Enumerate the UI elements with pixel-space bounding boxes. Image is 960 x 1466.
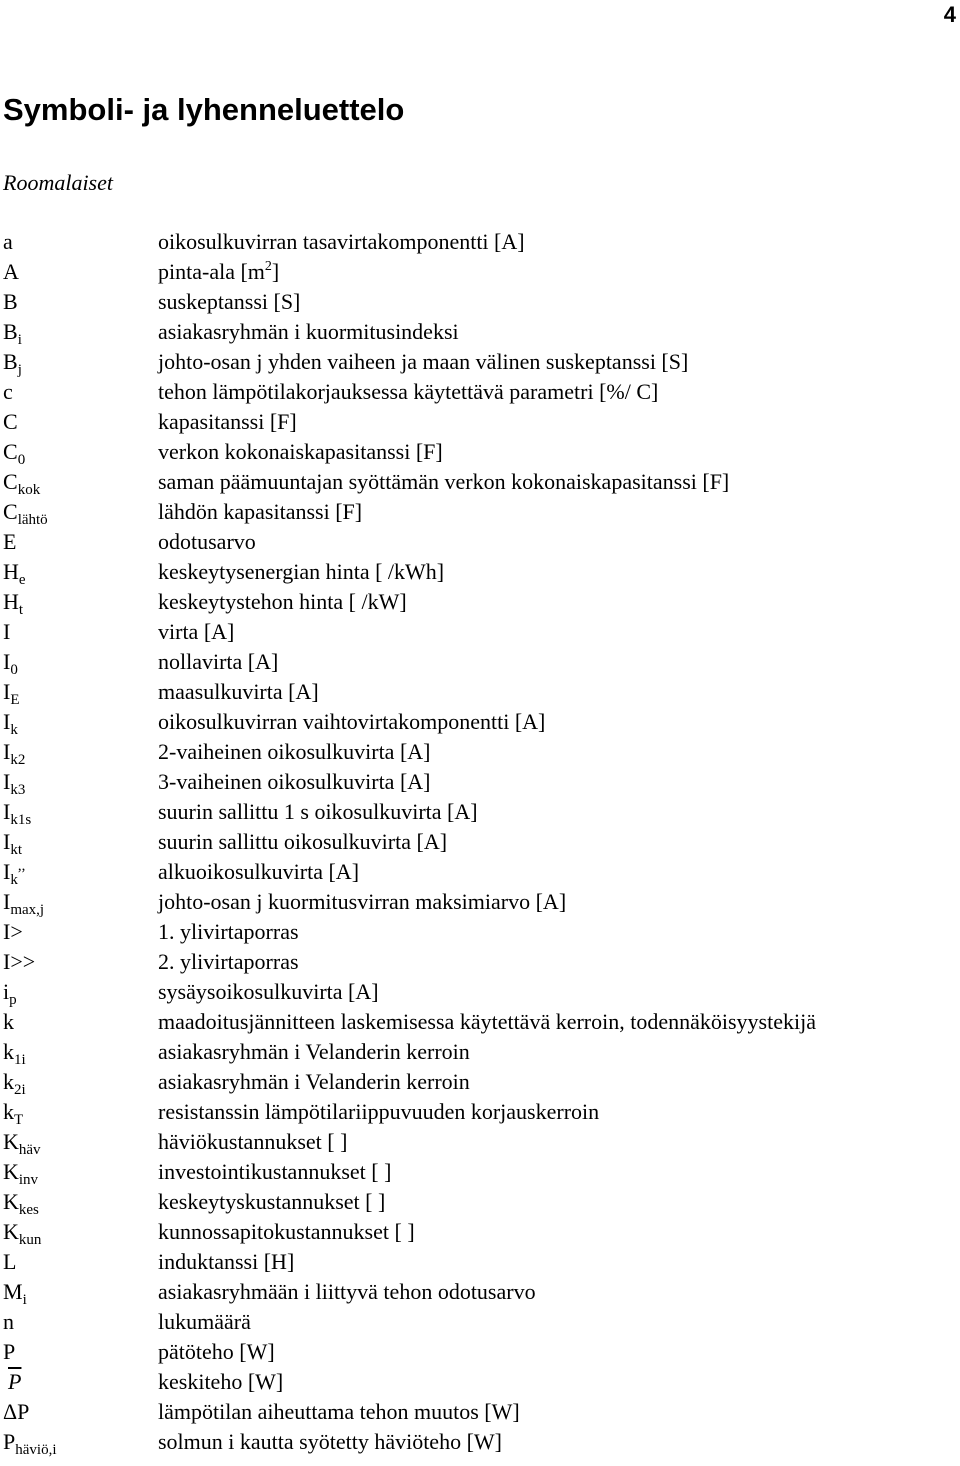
symbol-base: I>	[3, 919, 23, 944]
symbol	[3, 319, 22, 348]
symbol	[3, 1099, 24, 1128]
symbol-subscript: lähtö	[17, 512, 48, 528]
description-text: 1. ylivirtaporras	[158, 919, 299, 944]
description-text: lämpötilan aiheuttama tehon muutos [W]	[158, 1399, 520, 1424]
symbol	[3, 439, 26, 468]
symbol	[3, 1309, 14, 1335]
description-text: investointikustannukset [ ]	[158, 1159, 392, 1184]
symbol	[8, 1369, 21, 1395]
symbol-entry	[0, 1397, 960, 1427]
symbol-description	[158, 1009, 816, 1035]
symbol	[3, 619, 10, 645]
symbol-subscript: i	[17, 332, 22, 348]
symbol-entry	[0, 1277, 960, 1307]
symbol	[3, 1219, 42, 1248]
symbol-description	[158, 319, 459, 345]
symbol	[3, 858, 26, 888]
symbol-subscript: kt	[10, 842, 22, 858]
symbol-entry	[0, 767, 960, 797]
symbol-entry	[0, 797, 960, 827]
symbol-subscript: k	[10, 872, 18, 888]
symbol-entry	[0, 1187, 960, 1217]
symbol-base: C	[3, 409, 18, 434]
description-text: asiakasryhmän i Velanderin kerroin	[158, 1069, 470, 1094]
symbol-base: I	[3, 619, 11, 644]
symbol-description	[158, 1339, 275, 1365]
symbol-base: I	[3, 739, 11, 764]
symbol-entry	[0, 527, 960, 557]
symbol-base: L	[3, 1249, 17, 1274]
description-text: lähdön kapasitanssi [F]	[158, 499, 363, 524]
symbol-description	[158, 1279, 536, 1305]
symbol	[3, 1069, 26, 1098]
symbol-base: E	[3, 529, 17, 554]
symbol-description	[158, 1069, 470, 1095]
symbol	[3, 739, 26, 768]
description-text: keskiteho [W]	[158, 1369, 284, 1394]
description-text-end: ]	[271, 259, 280, 284]
description-text: oikosulkuvirran vaihtovirtakomponentti [A]	[158, 709, 546, 734]
symbol-description	[158, 859, 359, 885]
symbol-base: H	[3, 589, 19, 614]
description-text: solmun i kautta syötetty häviöteho [W]	[158, 1429, 502, 1454]
symbol	[3, 499, 48, 528]
symbol-description	[158, 1429, 502, 1455]
description-text: alkuoikosulkuvirta [A]	[158, 859, 360, 884]
description-text: resistanssin lämpötilariippuvuuden korjauskerroin	[158, 1099, 600, 1124]
symbol	[3, 649, 18, 678]
symbol-subscript: 1i	[14, 1052, 26, 1068]
description-text: nollavirta [A]	[158, 649, 279, 674]
symbol-description	[158, 1309, 251, 1335]
symbol-entry	[0, 227, 960, 257]
description-text: häviökustannukset [ ]	[158, 1129, 348, 1154]
symbol-entry	[0, 1367, 960, 1397]
symbol	[3, 889, 45, 918]
symbol-base: K	[3, 1189, 19, 1214]
symbol-base: K	[3, 1159, 19, 1184]
symbol-base: k	[3, 1069, 14, 1094]
symbol-description	[158, 799, 478, 825]
symbol-subscript: inv	[18, 1172, 39, 1188]
symbol-description	[158, 709, 545, 735]
symbol-entry	[0, 1007, 960, 1037]
description-superscript: 2	[264, 259, 272, 274]
symbol-entry	[0, 857, 960, 887]
symbol-entry	[0, 1067, 960, 1097]
symbol-description	[158, 919, 299, 945]
symbol-entry	[0, 377, 960, 407]
symbol-base: K	[3, 1129, 19, 1154]
description-text: 2. ylivirtaporras	[158, 949, 299, 974]
symbol-entry	[0, 827, 960, 857]
symbol-description	[158, 1189, 385, 1215]
symbol-subscript: p	[9, 992, 17, 1008]
symbol-base: ΔP	[3, 1399, 30, 1424]
symbol	[3, 709, 18, 738]
symbol-description	[158, 1159, 391, 1185]
description-text: maadoitusjännitteen laskemisessa käytettävä kerroin, todennäköisyystekijä	[158, 1009, 816, 1034]
symbol-base: I	[3, 859, 11, 884]
symbol-description	[158, 769, 431, 795]
symbol-base: i	[3, 979, 10, 1004]
symbol	[3, 1279, 27, 1308]
symbol-subscript: i	[22, 1292, 27, 1308]
symbol-base: P	[3, 1339, 16, 1364]
symbol-base: C	[3, 499, 18, 524]
symbol-description	[158, 619, 234, 645]
symbol-description	[158, 1129, 347, 1155]
symbol	[3, 229, 13, 255]
symbol-subscript: max,j	[10, 902, 45, 918]
symbol-subscript: häviö,i	[15, 1442, 57, 1458]
symbol-entry	[0, 467, 960, 497]
symbol-entry	[0, 497, 960, 527]
symbol-subscript: häv	[18, 1142, 41, 1158]
symbol-description	[158, 589, 407, 615]
symbol-entry	[0, 1307, 960, 1337]
symbol	[3, 919, 23, 945]
symbol-base: I	[3, 679, 11, 704]
symbol-entry	[0, 287, 960, 317]
symbol-entry	[0, 647, 960, 677]
description-text: keskeytysenergian hinta [ /kWh]	[158, 559, 445, 584]
symbol-description	[158, 439, 443, 465]
symbol-subscript: kok	[17, 482, 41, 498]
description-text: kapasitanssi [F]	[158, 409, 297, 434]
symbol-description	[158, 829, 447, 855]
symbol-entry	[0, 1427, 960, 1457]
symbol-base: $\overline{P}$	[8, 1369, 22, 1394]
symbol-base: I>>	[3, 949, 36, 974]
symbol-description	[158, 1399, 520, 1425]
symbol-entry	[0, 977, 960, 1007]
symbol	[3, 799, 32, 828]
description-text: asiakasryhmän i kuormitusindeksi	[158, 319, 459, 344]
section-label: Roomalaiset	[3, 170, 113, 195]
symbol-subscript: E	[10, 692, 20, 708]
symbol-subscript: k1s	[10, 812, 32, 828]
symbol	[3, 1429, 57, 1458]
symbol	[3, 1339, 15, 1365]
symbol-superscript: ,,	[17, 858, 26, 874]
symbol-subscript: k3	[10, 782, 26, 798]
symbol-subscript: j	[17, 362, 22, 378]
symbol-description	[158, 1099, 599, 1125]
symbol	[3, 949, 35, 975]
symbol-entry	[0, 887, 960, 917]
description-text: asiakasryhmän i Velanderin kerroin	[158, 1039, 470, 1064]
symbol-base: I	[3, 799, 11, 824]
symbol	[3, 259, 19, 285]
symbol-entry	[0, 917, 960, 947]
symbol-entry	[0, 557, 960, 587]
description-text: keskeytyskustannukset [ ]	[158, 1189, 386, 1214]
description-text: pinta-ala [m	[158, 259, 265, 284]
symbol-description	[158, 469, 729, 495]
symbol-description	[158, 649, 278, 675]
description-text: lukumäärä	[158, 1309, 251, 1334]
description-text: verkon kokonaiskapasitanssi [F]	[158, 439, 443, 464]
symbol-entry	[0, 677, 960, 707]
symbol	[3, 1189, 39, 1218]
symbol-description	[158, 739, 431, 765]
description-text: johto-osan j yhden vaiheen ja maan välinen suskeptanssi [S]	[158, 349, 689, 374]
symbol-subscript: kun	[18, 1232, 42, 1248]
symbol-description	[158, 259, 279, 285]
symbol-list	[0, 227, 960, 1457]
symbol-description	[158, 559, 444, 585]
description-text: virta [A]	[158, 619, 235, 644]
symbol-base: I	[3, 769, 11, 794]
symbol-subscript: 2i	[14, 1082, 26, 1098]
symbol-base: c	[3, 379, 13, 404]
description-text: sysäysoikosulkuvirta [A]	[158, 979, 379, 1004]
symbol	[3, 469, 41, 498]
symbol	[3, 529, 16, 555]
symbol-base: I	[3, 709, 11, 734]
symbol-base: A	[3, 259, 19, 284]
symbol	[3, 289, 18, 315]
symbol-description	[158, 379, 658, 405]
symbol-description	[158, 529, 256, 555]
symbol-entry	[0, 347, 960, 377]
description-text: induktanssi [H]	[158, 1249, 295, 1274]
symbol-entry	[0, 1157, 960, 1187]
symbol-description	[158, 889, 566, 915]
symbol	[3, 1249, 16, 1275]
description-text: keskeytystehon hinta [ /kW]	[158, 589, 407, 614]
symbol-base: P	[3, 1429, 16, 1454]
symbol	[3, 379, 13, 405]
symbol-description	[158, 499, 362, 525]
symbol-base: I	[3, 649, 11, 674]
symbol-entry	[0, 1217, 960, 1247]
description-text: kunnossapitokustannukset [ ]	[158, 1219, 415, 1244]
symbol-subscript: 0	[17, 452, 26, 468]
description-text: suurin sallittu oikosulkuvirta [A]	[158, 829, 448, 854]
description-text: tehon lämpötilakorjauksessa käytettävä parametri [%/ C]	[158, 379, 659, 404]
symbol-description	[158, 1369, 283, 1395]
symbol-subscript: k2	[10, 752, 26, 768]
symbol-base: M	[3, 1279, 23, 1304]
symbol	[3, 1009, 14, 1035]
symbol	[3, 829, 22, 858]
description-text: 3-vaiheinen oikosulkuvirta [A]	[158, 769, 431, 794]
symbol-subscript: kes	[18, 1202, 39, 1218]
description-text: pätöteho [W]	[158, 1339, 275, 1364]
description-text: suurin sallittu 1 s oikosulkuvirta [A]	[158, 799, 478, 824]
symbol-entry	[0, 257, 960, 287]
symbol-subscript: 0	[10, 662, 18, 678]
symbol-entry	[0, 317, 960, 347]
symbol-base: C	[3, 439, 18, 464]
symbol	[3, 1399, 29, 1425]
symbol-base: B	[3, 319, 18, 344]
symbol-description	[158, 679, 319, 705]
symbol-entry	[0, 1037, 960, 1067]
description-text: oikosulkuvirran tasavirtakomponentti [A]	[158, 229, 525, 254]
symbol-entry	[0, 947, 960, 977]
symbol-entry	[0, 617, 960, 647]
symbol	[3, 1159, 39, 1188]
symbol-subscript: t	[18, 602, 24, 618]
symbol-entry	[0, 707, 960, 737]
symbol-entry	[0, 1247, 960, 1277]
symbol-base: H	[3, 559, 19, 584]
description-text: maasulkuvirta [A]	[158, 679, 319, 704]
symbol-entry	[0, 407, 960, 437]
symbol	[3, 349, 22, 378]
symbol-base: B	[3, 349, 18, 374]
symbol-subscript: e	[18, 572, 26, 588]
symbol-base: C	[3, 469, 18, 494]
description-text: 2-vaiheinen oikosulkuvirta [A]	[158, 739, 431, 764]
symbol	[3, 589, 24, 618]
symbol-base: I	[3, 889, 11, 914]
symbol-subscript: k	[10, 722, 18, 738]
description-text: odotusarvo	[158, 529, 256, 554]
symbol-base: B	[3, 289, 18, 314]
page-title: Symboli- ja lyhenneluettelo	[3, 92, 405, 127]
symbol-description	[158, 289, 300, 315]
symbol	[3, 409, 18, 435]
symbol-base: n	[3, 1309, 14, 1334]
symbol	[3, 1039, 26, 1068]
symbol	[3, 559, 26, 588]
symbol-description	[158, 1039, 470, 1065]
symbol-description	[158, 349, 688, 375]
symbol-description	[158, 1219, 415, 1245]
description-text: saman päämuuntajan syöttämän verkon kokonaiskapasitanssi [F]	[158, 469, 730, 494]
symbol-entry	[0, 1127, 960, 1157]
page-number: 4	[943, 2, 956, 27]
symbol-base: k	[3, 1009, 14, 1034]
symbol-subscript: T	[14, 1112, 24, 1128]
description-text: asiakasryhmään i liittyvä tehon odotusarvo	[158, 1279, 536, 1304]
description-text: johto-osan j kuormitusvirran maksimiarvo [A]	[158, 889, 567, 914]
symbol-description	[158, 409, 297, 435]
symbol-description	[158, 949, 299, 975]
symbol-description	[158, 229, 525, 255]
symbol-base: K	[3, 1219, 19, 1244]
symbol-base: k	[3, 1039, 14, 1064]
symbol-entry	[0, 1337, 960, 1367]
symbol-base: k	[3, 1099, 14, 1124]
symbol-entry	[0, 737, 960, 767]
symbol	[3, 979, 17, 1008]
symbol-entry	[0, 1097, 960, 1127]
symbol	[3, 769, 26, 798]
symbol-entry	[0, 587, 960, 617]
symbol	[3, 679, 20, 708]
symbol-description	[158, 979, 379, 1005]
symbol-base: I	[3, 829, 11, 854]
symbol-description	[158, 1249, 294, 1275]
symbol-base: a	[3, 229, 13, 254]
symbol	[3, 1129, 41, 1158]
symbol-entry	[0, 437, 960, 467]
description-text: suskeptanssi [S]	[158, 289, 301, 314]
